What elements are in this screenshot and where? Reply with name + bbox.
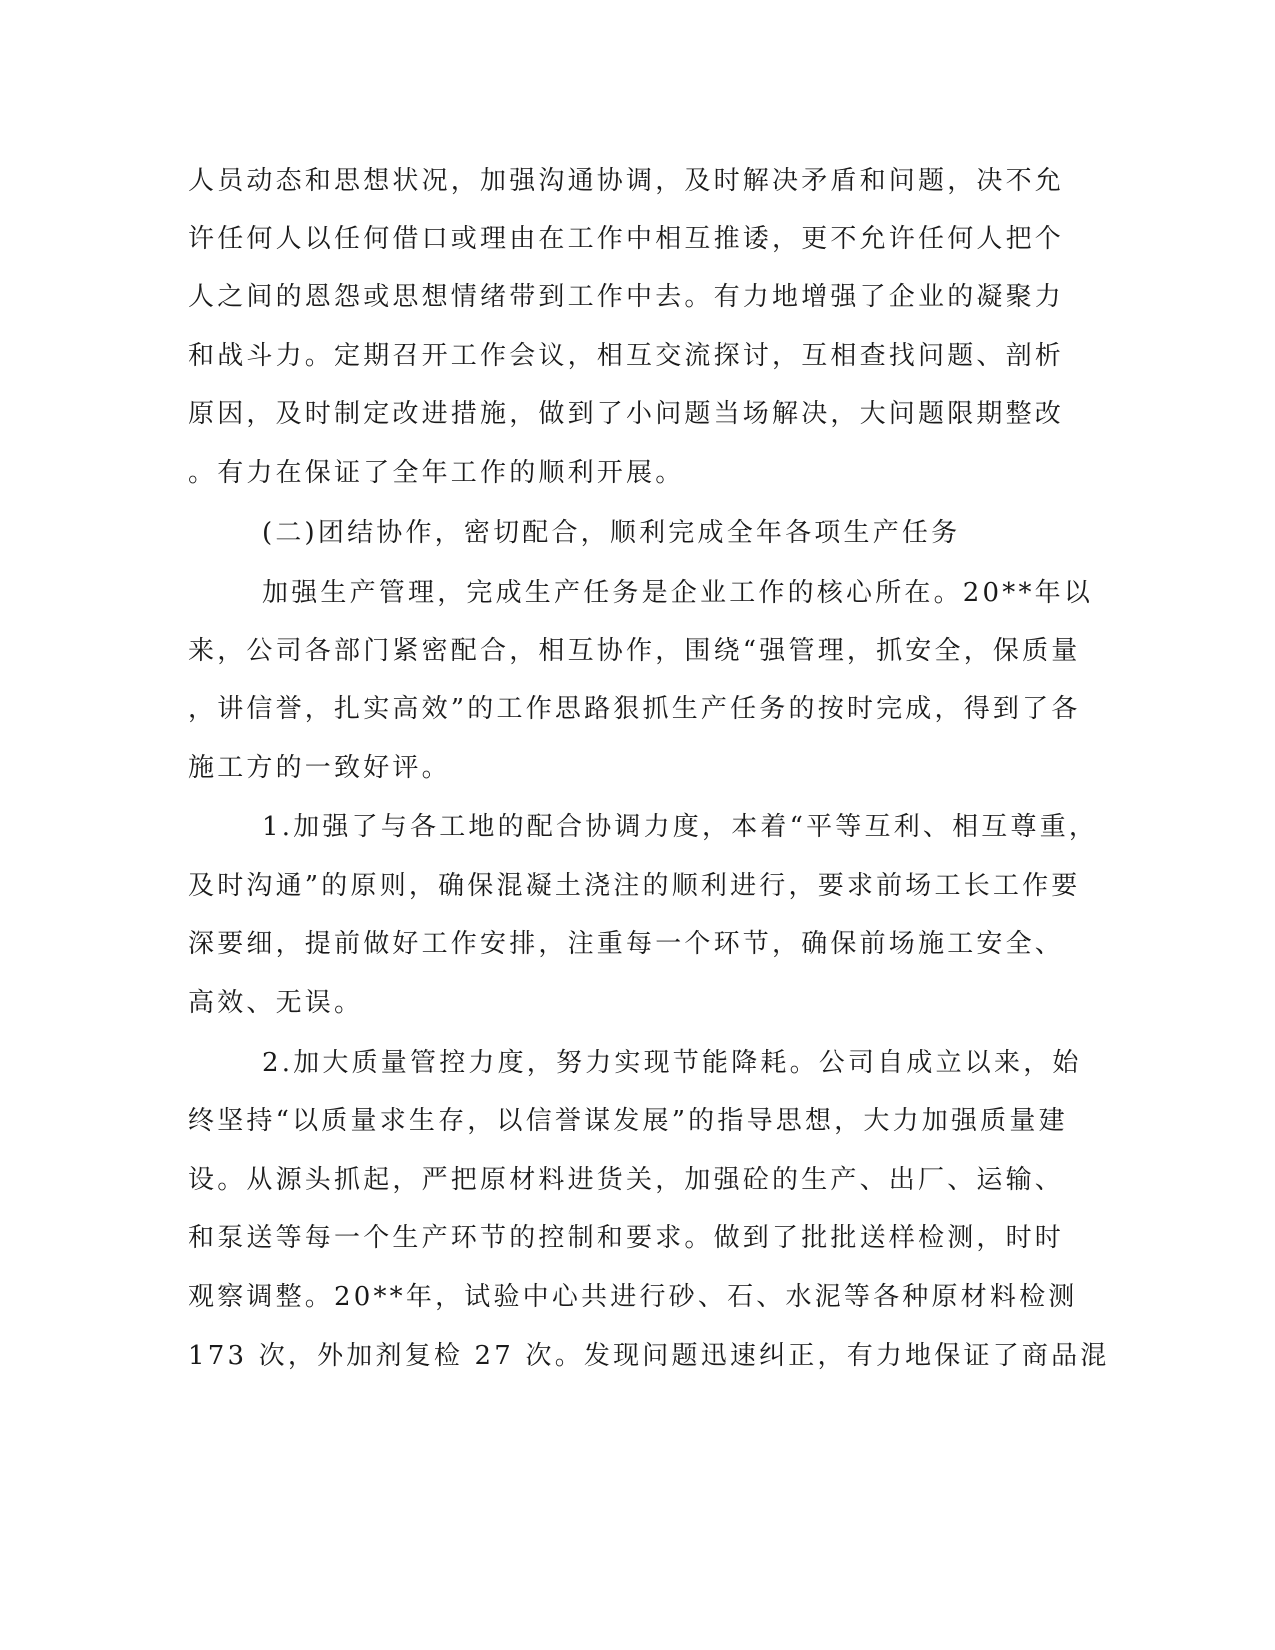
list-item-1-line-4: 高效、无误。 <box>188 988 364 1018</box>
paragraph-line-7: 加强生产管理，完成生产任务是企业工作的核心所在。20**年以 <box>262 578 1094 608</box>
list-item-1-line-2: 及时沟通”的原则，确保混凝土浇注的顺利进行，要求前场工长工作要 <box>188 871 1081 901</box>
list-item-2-line-5: 观察调整。20**年，试验中心共进行砂、石、水泥等各种原材料检测 <box>188 1282 1078 1312</box>
paragraph-line-3: 人之间的恩怨或思想情绪带到工作中去。有力地增强了企业的凝聚力 <box>188 282 1065 312</box>
section-heading: (二)团结协作，密切配合，顺利完成全年各项生产任务 <box>262 518 961 548</box>
list-item-2-line-1: 2.加大质量管控力度，努力实现节能降耗。公司自成立以来，始 <box>262 1048 1082 1078</box>
paragraph-line-6: 。有力在保证了全年工作的顺利开展。 <box>188 458 685 488</box>
paragraph-line-2: 许任何人以任何借口或理由在工作中相互推诿，更不允许任何人把个 <box>188 224 1065 254</box>
list-item-2-line-4: 和泵送等每一个生产环节的控制和要求。做到了批批送样检测，时时 <box>188 1223 1065 1253</box>
paragraph-line-4: 和战斗力。定期召开工作会议，相互交流探讨，互相查找问题、剖析 <box>188 341 1065 371</box>
list-item-1-line-3: 深要细，提前做好工作安排，注重每一个环节，确保前场施工安全、 <box>188 929 1065 959</box>
list-item-2-line-6: 173 次，外加剂复检 27 次。发现问题迅速纠正，有力地保证了商品混 <box>188 1341 1110 1371</box>
list-item-2-line-2: 终坚持“以质量求生存，以信誉谋发展”的指导思想，大力加强质量建 <box>188 1106 1068 1136</box>
paragraph-line-10: 施工方的一致好评。 <box>188 753 451 783</box>
list-item-1-line-1: 1.加强了与各工地的配合协调力度，本着“平等互利、相互尊重， <box>262 812 1099 842</box>
paragraph-line-5: 原因，及时制定改进措施，做到了小问题当场解决，大问题限期整改 <box>188 399 1065 429</box>
list-item-2-line-3: 设。从源头抓起，严把原材料进货关，加强砼的生产、出厂、运输、 <box>188 1165 1065 1195</box>
paragraph-line-1: 人员动态和思想状况，加强沟通协调，及时解决矛盾和问题，决不允 <box>188 166 1065 196</box>
paragraph-line-8: 来，公司各部门紧密配合，相互协作，围绕“强管理，抓安全，保质量 <box>188 636 1081 666</box>
paragraph-line-9: ，讲信誉，扎实高效”的工作思路狠抓生产任务的按时完成，得到了各 <box>188 694 1081 724</box>
